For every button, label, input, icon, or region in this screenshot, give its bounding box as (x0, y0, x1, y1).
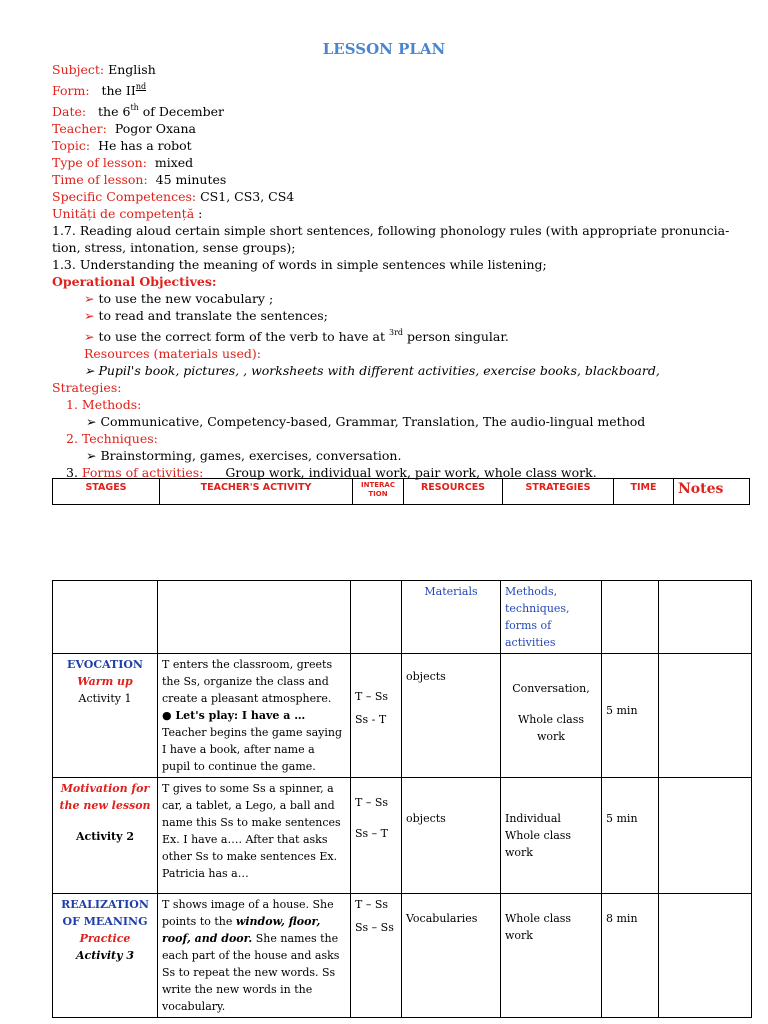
time-cell: 5 min (602, 654, 659, 778)
page-title: LESSON PLAN (322, 40, 446, 58)
stage-cell: Motivation for the new lesson Activity 2 (53, 778, 158, 894)
arrow-icon: ➢ (86, 448, 101, 463)
competences-line: Specific Competences: CS1, CS3, CS4 (52, 189, 295, 204)
teacher-activity-cell: T shows image of a house. She points to the window, floor, roof, and door. She names the each part of the house and asks Ss to repeat the new words. Ss write the new words in the vocabulary. (158, 894, 351, 1018)
col-interaction: INTERAC TION (353, 479, 404, 505)
table-row (53, 894, 752, 1018)
type-line: Type of lesson: mixed (52, 155, 194, 170)
strategies-cell: Individual Whole class work (501, 778, 602, 894)
units-line: Unități de competență : (52, 206, 203, 221)
arrow-icon: ➢ (86, 414, 101, 429)
interaction-cell: T – Ss Ss - T (351, 654, 402, 778)
interaction-cell: T – Ss Ss – Ss (351, 894, 402, 1018)
notes-cell (659, 778, 752, 894)
date-line: Date: the 6th of December (52, 103, 224, 119)
objective-item: ➢ to read and translate the sentences; (84, 308, 328, 323)
table-row (53, 654, 752, 778)
col-stages: STAGES (53, 479, 160, 505)
strategies-cell: Whole class work (501, 894, 602, 1018)
resources-text: ➢ Pupil's book, pictures, , worksheets with different activities, exercise books, blackboard, (84, 363, 660, 378)
forms-line: 3. Forms of activities: Group work, individual work, pair work, whole class work. (66, 465, 597, 480)
arrow-icon: ➢ (84, 329, 95, 344)
table-row (53, 581, 752, 654)
methods-header: Methods, techniques, forms of activities (501, 581, 602, 654)
col-teacher-activity: TEACHER'S ACTIVITY (160, 479, 353, 505)
time-cell: 8 min (602, 894, 659, 1018)
objective-item: ➢ to use the correct form of the verb to have at $^{3rd}$ person singular. (84, 328, 509, 344)
col-time: TIME (614, 479, 674, 505)
activities-table (52, 580, 752, 1018)
time-line: Time of lesson: 45 minutes (52, 172, 227, 187)
strategies-heading: Strategies: (52, 380, 122, 395)
col-resources: RESOURCES (404, 479, 503, 505)
stage-cell: REALIZATION OF MEANING Practice Activity 3 (53, 894, 158, 1018)
stage-cell: EVOCATION Warm up Activity 1 (53, 654, 158, 778)
arrow-icon: ➢ (84, 363, 99, 378)
notes-cell (659, 894, 752, 1018)
resources-cell: objects (402, 654, 501, 778)
topic-line: Topic: He has a robot (52, 138, 192, 153)
techniques-heading: 2. Techniques: (66, 431, 158, 446)
resources-heading: Resources (materials used): (84, 346, 261, 361)
col-strategies: STRATEGIES (503, 479, 614, 505)
unit-1-cont: tion, stress, intonation, sense groups); (52, 240, 296, 255)
interaction-cell: T – Ss Ss – T (351, 778, 402, 894)
teacher-line: Teacher: Pogor Oxana (52, 121, 196, 136)
col-notes: Notes (674, 479, 750, 505)
subject-line: Subject: English (52, 62, 156, 77)
unit-1: 1.7. Reading aloud certain simple short sentences, following phonology rules (with appropriate pronuncia- (52, 223, 730, 238)
arrow-icon: ➢ (84, 308, 95, 323)
resources-cell: Vocabularies (402, 894, 501, 1018)
table-row (53, 778, 752, 894)
methods-text: ➢ Communicative, Competency-based, Grammar, Translation, The audio-lingual method (86, 414, 646, 429)
objective-item: ➢ to use the new vocabulary ; (84, 291, 274, 306)
strategies-cell: Conversation, Whole class work (501, 654, 602, 778)
teacher-activity-cell: T gives to some Ss a spinner, a car, a tablet, a Lego, a ball and name this Ss to make sentences Ex. I have a…. After that asks other Ss to make sentences Ex. Patricia has a… (158, 778, 351, 894)
stages-header-table (52, 478, 750, 505)
arrow-icon: ➢ (84, 291, 95, 306)
unit-2: 1.3. Understanding the meaning of words in simple sentences while listening; (52, 257, 547, 272)
objectives-heading: Operational Objectives: (52, 274, 217, 289)
techniques-text: ➢ Brainstorming, games, exercises, conversation. (86, 448, 402, 463)
methods-heading: 1. Methods: (66, 397, 142, 412)
notes-cell (659, 654, 752, 778)
resources-cell: objects (402, 778, 501, 894)
lesson-meta (52, 61, 752, 481)
materials-header: Materials (402, 581, 501, 654)
form-line: Form: the IInd (52, 82, 147, 98)
teacher-activity-cell: T enters the classroom, greets the Ss, organize the class and create a pleasant atmosphere. ● Let's play: I have a … Teacher begins the game saying I have a book, after name a pupil to continue the game. (158, 654, 351, 778)
time-cell: 5 min (602, 778, 659, 894)
